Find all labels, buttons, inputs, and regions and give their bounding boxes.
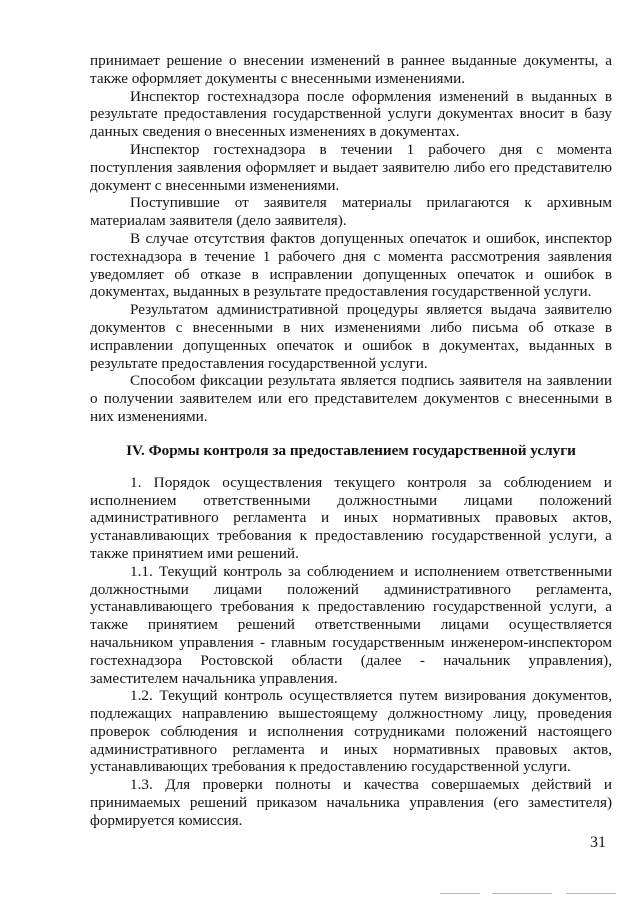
paragraph: 1.3. Для проверки полноты и качества совершаемых действий и принимаемых решений приказом начальника управления (его заместителя) формируется комиссия.: [90, 776, 612, 829]
paragraph: Способом фиксации результата является подпись заявителя на заявлении о получении заявителем или его представителем документов с внесенными в них изменениями.: [90, 372, 612, 425]
paragraph: 1. Порядок осуществления текущего контроля за соблюдением и исполнением ответственными должностными лицами положений административного регламента и иных нормативных правовых актов, устанавливающих требования к предоставлению государственной услуги, а также принятием ими решений.: [90, 473, 612, 562]
section-heading: IV. Формы контроля за предоставлением государственной услуги: [126, 441, 576, 459]
paragraph: принимает решение о внесении изменений в раннее выданные документы, а также оформляет документы с внесенными изменениями.: [90, 52, 612, 87]
paragraph: 1.1. Текущий контроль за соблюдением и исполнением ответственными должностными лицами положений административного регламента, устанавливающего требования к предоставлению государственной услуги, а также принятием решений ответственными лицами осуществляется начальником управления - главным государственным инженером-инспектором гостехнадзора Ростовской области (далее - начальник управления), заместителем начальника управления.: [90, 562, 612, 687]
paragraph: 1.2. Текущий контроль осуществляется путем визирования документов, подлежащих направлению вышестоящему должностному лицу, проведения проверок соблюдения и исполнения сотрудниками положений настоящего административного регламента и иных нормативных правовых актов, устанавливающих требования к предоставлению государственной услуги.: [90, 687, 612, 776]
paragraph: Инспектор гостехнадзора после оформления изменений в выданных в результате предоставления государственной услуги документах вносит в базу данных сведения о внесенных изменениях в документах.: [90, 87, 612, 141]
scan-artifact-line: [492, 893, 552, 894]
scan-artifact-line: [566, 893, 616, 894]
paragraph: Результатом административной процедуры является выдача заявителю документов с внесенными в них изменениями либо письма об отказе в исправлении допущенных опечаток и ошибок в документах, выданных в результате предоставления государственной услуги.: [90, 301, 612, 372]
page-number: 31: [590, 834, 606, 851]
paragraph: Инспектор гостехнадзора в течении 1 рабочего дня с момента поступления заявления оформляет и выдает заявителю либо его представителю документ с внесенными изменениями.: [90, 140, 612, 194]
scan-artifact-line: [440, 893, 480, 894]
paragraph: Поступившие от заявителя материалы прилагаются к архивным материалам заявителя (дело заявителя).: [90, 194, 612, 230]
paragraph: В случае отсутствия фактов допущенных опечаток и ошибок, инспектор гостехнадзора в течение 1 рабочего дня с момента рассмотрения заявления уведомляет об отказе в исправлении допущенных опечаток и ошибок в документах, выданных в результате предоставления государственной услуги.: [90, 229, 612, 301]
document-page: [90, 52, 612, 830]
